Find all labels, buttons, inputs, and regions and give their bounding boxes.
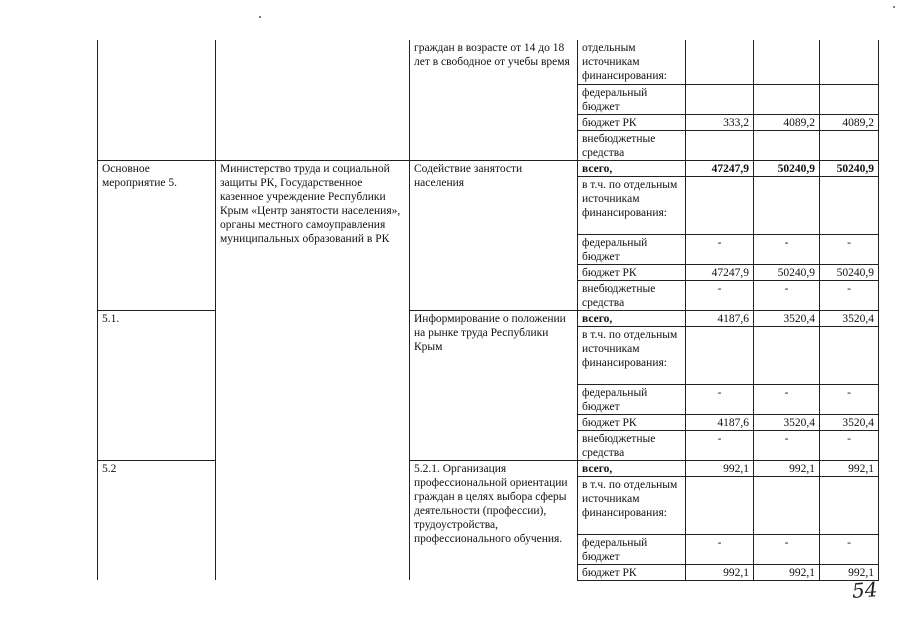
- value-2017: 50240,9: [820, 264, 879, 280]
- event-cell: Содействие занятости населения: [410, 160, 578, 310]
- value-2016: 3520,4: [754, 310, 820, 326]
- value-2015: [686, 40, 754, 84]
- value-2016: -: [754, 534, 820, 564]
- value-2015: -: [686, 384, 754, 414]
- value-2016: 50240,9: [754, 264, 820, 280]
- value-2015: 4187,6: [686, 310, 754, 326]
- value-2017: 4089,2: [820, 114, 879, 130]
- funding-source-label: внебюджетные средства: [578, 130, 686, 160]
- value-2016: [754, 476, 820, 534]
- value-2015: [686, 130, 754, 160]
- funding-source-label: внебюджетные средства: [578, 280, 686, 310]
- value-2016: [754, 176, 820, 234]
- value-2016: 4089,2: [754, 114, 820, 130]
- value-2017: 992,1: [820, 460, 879, 476]
- value-2015: 47247,9: [686, 264, 754, 280]
- event-cell: граждан в возрасте от 14 до 18 лет в свободное от учебы время: [410, 40, 578, 160]
- executor-cell: Министерство труда и социальной защиты РК, Государственное казенное учреждение Республики Крым «Центр занятости населения», органы местного самоуправления муниципальных образований в РК: [216, 160, 410, 580]
- funding-source-label: бюджет РК: [578, 414, 686, 430]
- value-2017: -: [820, 430, 879, 460]
- value-2015: 47247,9: [686, 160, 754, 176]
- value-2017: 3520,4: [820, 414, 879, 430]
- handwritten-page-number: 54: [851, 577, 879, 603]
- table-row: [98, 460, 879, 476]
- value-2017: [820, 40, 879, 84]
- funding-source-label: всего,: [578, 460, 686, 476]
- value-2017: -: [820, 234, 879, 264]
- value-2016: [754, 84, 820, 114]
- value-2015: 333,2: [686, 114, 754, 130]
- budget-table: [97, 40, 879, 581]
- value-2017: 3520,4: [820, 310, 879, 326]
- table-row: [98, 160, 879, 176]
- value-2016: [754, 130, 820, 160]
- value-2016: 3520,4: [754, 414, 820, 430]
- value-2017: [820, 130, 879, 160]
- value-2015: 992,1: [686, 460, 754, 476]
- value-2016: 992,1: [754, 564, 820, 580]
- measure-name-cell: 5.1.: [98, 310, 216, 460]
- scan-speck: [259, 16, 261, 18]
- value-2015: -: [686, 534, 754, 564]
- value-2017: -: [820, 280, 879, 310]
- value-2017: 50240,9: [820, 160, 879, 176]
- funding-source-label: бюджет РК: [578, 264, 686, 280]
- value-2016: 992,1: [754, 460, 820, 476]
- value-2015: -: [686, 280, 754, 310]
- executor-cell: [216, 40, 410, 160]
- value-2015: 4187,6: [686, 414, 754, 430]
- value-2015: [686, 326, 754, 384]
- funding-source-label: федеральный бюджет: [578, 84, 686, 114]
- value-2017: [820, 476, 879, 534]
- event-cell: 5.2.1. Организация профессиональной ориентации граждан в целях выбора сферы деятельности (профессии), трудоустройства, профессионального обучения.: [410, 460, 578, 580]
- value-2016: 50240,9: [754, 160, 820, 176]
- value-2016: [754, 326, 820, 384]
- funding-source-label: всего,: [578, 160, 686, 176]
- value-2015: 992,1: [686, 564, 754, 580]
- funding-source-label: в т.ч. по отдельным источникам финансирования:: [578, 326, 686, 384]
- table-row: [98, 310, 879, 326]
- value-2016: -: [754, 384, 820, 414]
- value-2015: -: [686, 430, 754, 460]
- value-2015: [686, 176, 754, 234]
- funding-source-label: федеральный бюджет: [578, 534, 686, 564]
- funding-source-label: бюджет РК: [578, 114, 686, 130]
- value-2016: -: [754, 234, 820, 264]
- measure-name-cell: 5.2: [98, 460, 216, 580]
- value-2016: -: [754, 430, 820, 460]
- value-2016: -: [754, 280, 820, 310]
- funding-source-label: всего,: [578, 310, 686, 326]
- measure-name-cell: [98, 40, 216, 160]
- value-2016: [754, 40, 820, 84]
- event-cell: Информирование о положении на рынке труда Республики Крым: [410, 310, 578, 460]
- funding-source-label: отдельным источникам финансирования:: [578, 40, 686, 84]
- value-2017: [820, 176, 879, 234]
- funding-source-label: в т.ч. по отдельным источникам финансирования:: [578, 476, 686, 534]
- funding-source-label: в т.ч. по отдельным источникам финансирования:: [578, 176, 686, 234]
- funding-source-label: федеральный бюджет: [578, 384, 686, 414]
- value-2015: [686, 476, 754, 534]
- scan-speck: [893, 6, 895, 8]
- value-2017: [820, 84, 879, 114]
- funding-source-label: внебюджетные средства: [578, 430, 686, 460]
- value-2017: -: [820, 534, 879, 564]
- measure-name-cell: Основное мероприятие 5.: [98, 160, 216, 310]
- table-row: [98, 40, 879, 84]
- value-2017: [820, 326, 879, 384]
- value-2015: [686, 84, 754, 114]
- funding-source-label: федеральный бюджет: [578, 234, 686, 264]
- value-2017: -: [820, 384, 879, 414]
- value-2017: 992,1: [820, 564, 879, 580]
- funding-source-label: бюджет РК: [578, 564, 686, 580]
- value-2015: -: [686, 234, 754, 264]
